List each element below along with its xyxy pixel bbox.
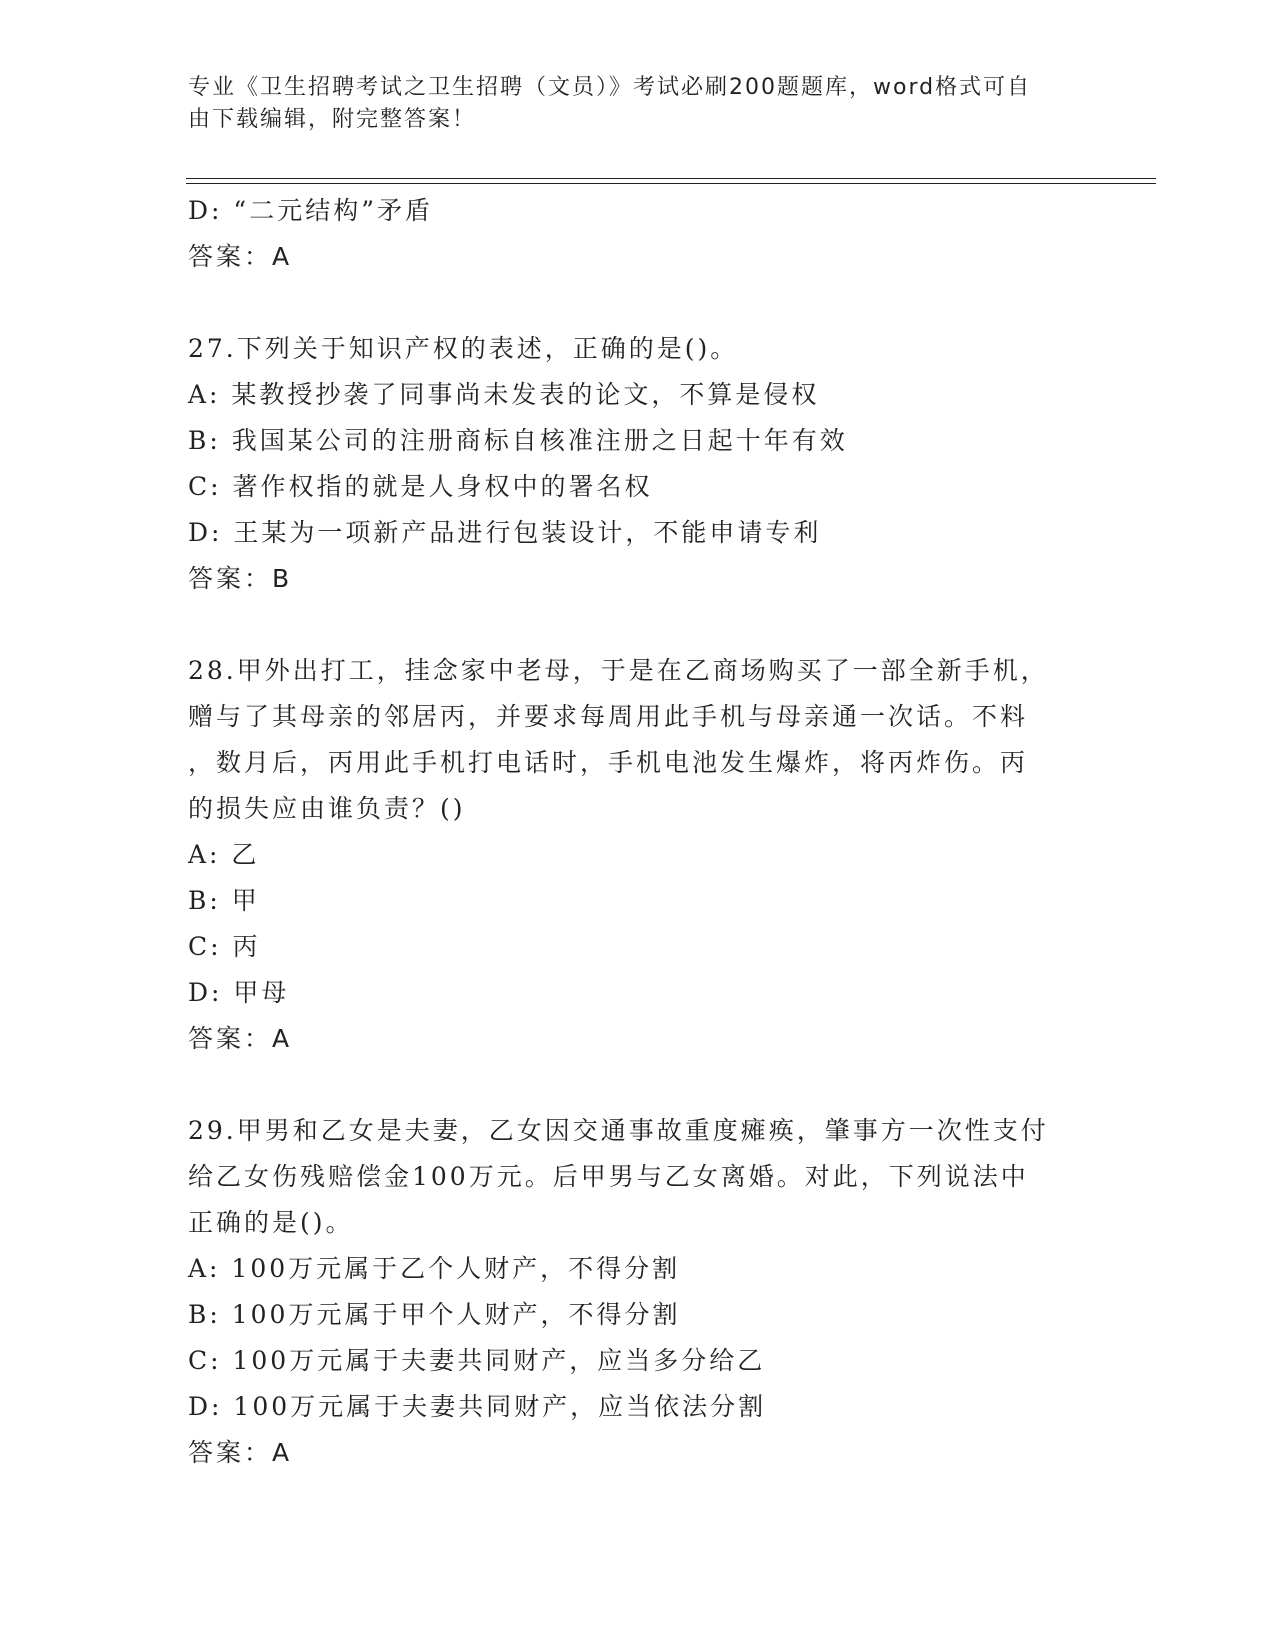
q28-option-c: C: 丙 [188, 932, 261, 961]
question-29 [188, 1108, 1088, 1476]
q29-option-c: C: 100万元属于夫妻共同财产，应当多分给乙 [188, 1346, 766, 1375]
q26-answer: 答案：A [188, 242, 293, 271]
q28-stem-line-4: 的损失应由谁负责？() [188, 794, 466, 823]
header-line-2: 由下载编辑，附完整答案！ [188, 107, 477, 132]
header-divider-bottom [186, 183, 1156, 184]
q29-option-d: D: 100万元属于夫妻共同财产，应当依法分割 [188, 1392, 767, 1421]
q27-stem: 27.下列关于知识产权的表述，正确的是()。 [188, 334, 739, 363]
q29-stem-line-3: 正确的是()。 [188, 1208, 354, 1237]
question-28 [188, 648, 1088, 1062]
q28-stem-line-3: ，数月后，丙用此手机打电话时，手机电池发生爆炸，将丙炸伤。丙 [188, 748, 1029, 777]
q28-option-d: D: 甲母 [188, 978, 290, 1007]
q28-option-a: A: 乙 [188, 840, 260, 869]
q28-answer: 答案：A [188, 1024, 293, 1053]
q29-option-a: A: 100万元属于乙个人财产，不得分割 [188, 1254, 681, 1283]
q26-option-d: D: “二元结构”矛盾 [188, 196, 433, 225]
q27-answer: 答案：B [188, 564, 293, 593]
header-divider-top [186, 178, 1156, 179]
header-line-1: 专业《卫生招聘考试之卫生招聘（文员）》考试必刷200题题库，word格式可自 [188, 75, 1032, 100]
q27-option-c: C: 著作权指的就是人身权中的署名权 [188, 472, 653, 501]
q28-stem-line-2: 赠与了其母亲的邻居丙，并要求每周用此手机与母亲通一次话。不料 [188, 702, 1029, 731]
spacer [188, 1062, 1088, 1108]
q29-stem-line-2: 给乙女伤残赔偿金100万元。后甲男与乙女离婚。对此，下列说法中 [188, 1162, 1029, 1191]
document-header [188, 72, 1068, 136]
spacer [188, 602, 1088, 648]
q27-option-d: D: 王某为一项新产品进行包装设计，不能申请专利 [188, 518, 822, 547]
question-27 [188, 326, 1088, 602]
q29-answer: 答案：A [188, 1438, 293, 1467]
q28-stem-line-1: 28.甲外出打工，挂念家中老母，于是在乙商场购买了一部全新手机， [188, 656, 1049, 685]
question-list [188, 188, 1088, 1476]
q27-option-a: A: 某教授抄袭了同事尚未发表的论文，不算是侵权 [188, 380, 820, 409]
question-26-tail [188, 188, 1088, 280]
q29-option-b: B: 100万元属于甲个人财产，不得分割 [188, 1300, 681, 1329]
q27-option-b: B: 我国某公司的注册商标自核准注册之日起十年有效 [188, 426, 848, 455]
spacer [188, 280, 1088, 326]
q28-option-b: B: 甲 [188, 886, 260, 915]
q29-stem-line-1: 29.甲男和乙女是夫妻，乙女因交通事故重度瘫痪，肇事方一次性支付 [188, 1116, 1049, 1145]
